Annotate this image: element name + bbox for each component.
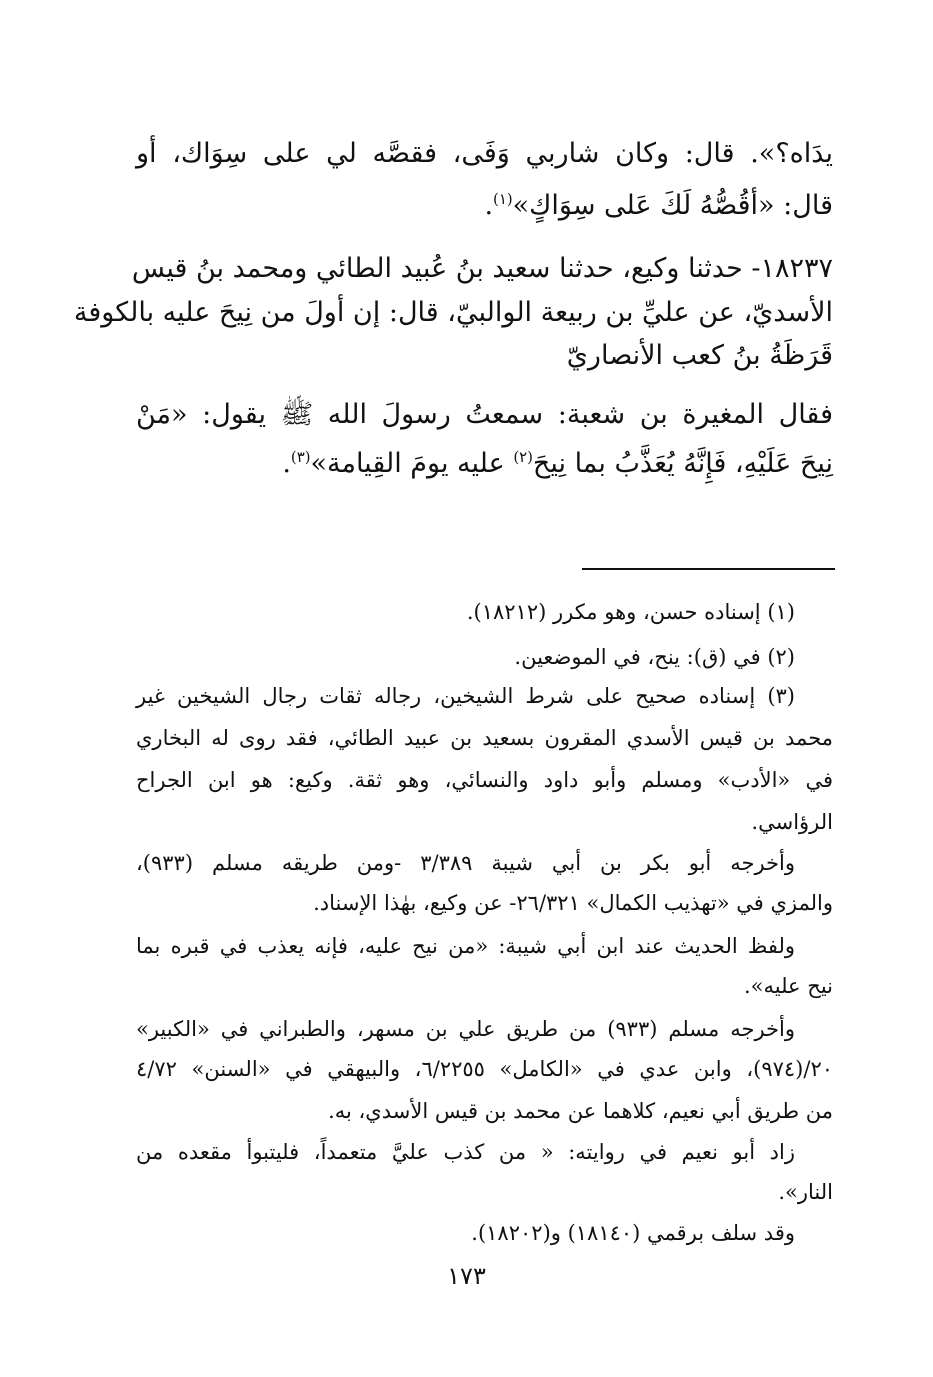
main-line: يدَاه؟». قال: وكان شاربي وَفَى، فقصَّه لي على سِوَاك، أو [136,138,833,169]
footnote-line: (٢) في (ق): ينح، في الموضعين. [514,645,795,669]
main-line: فقال المغيرة بن شعبة: سمعتُ رسولَ الله ﷺ يقول: «مَنْ [136,399,833,430]
footnote-line: محمد بن قيس الأسدي المقرون بسعيد بن عبيد الطائي، فقد روى له البخاري [136,726,833,750]
footnote-line: وأخرجه أبو بكر بن أبي شيبة ٣/٣٨٩ -ومن طريقه مسلم (٩٣٣)، [136,851,796,875]
footnote-line: الرؤاسي. [751,810,833,834]
footnote-line: (١) إسناده حسن، وهو مكرر (١٨٢١٢). [466,600,795,624]
footnote-line: في «الأدب» ومسلم وأبو داود والنسائي، وهو ثقة. وكيع: هو ابن الجراح [136,768,833,792]
main-line-text: عليه يومَ القِيامة» [310,448,505,479]
footnote-line: ولفظ الحديث عند ابن أبي شيبة: «من نيح عليه، فإنه يعذب في قبره بما [136,934,795,958]
footnote-line: زاد أبو نعيم في روايته: « من كذب عليَّ متعمداً، فليتبوأ مقعده من [136,1140,795,1164]
main-line: قَرَظَةُ بنُ كعب الأنصاريّ [566,340,833,371]
main-line-text: نِيحَ عَلَيْهِ، فَإِنَّهُ يُعَذَّبُ بما نِيحَ [532,448,833,479]
main-line-text: . [484,190,494,221]
footnote-separator [582,568,835,570]
main-line: ١٨٢٣٧- حدثنا وكيع، حدثنا سعيد بنُ عُبيد الطائي ومحمد بنُ قيس [131,253,833,284]
main-line-text: قال: «أقُصُّهُ لَكَ عَلى سِوَاكٍ» [512,190,833,221]
main-line: الأسديّ، عن عليِّ بن ربيعة الوالبيّ، قال: إن أولَ من نِيحَ عليه بالكوفة [73,297,833,328]
main-line [136,448,833,479]
footnote-line: وقد سلف برقمي (١٨١٤٠) و(١٨٢٠٢). [471,1221,795,1245]
main-line-text: . [282,448,291,479]
main-line [136,190,833,221]
page-number: ١٧٣ [447,1262,486,1290]
footnote-line: ٢٠/(٩٧٤)، وابن عدي في «الكامل» ٦/٢٢٥٥، والبيهقي في «السنن» ٤/٧٢ [136,1057,833,1081]
footnote-line: نيح عليه». [743,974,833,998]
footnote-line: من طريق أبي نعيم، كلاهما عن محمد بن قيس الأسدي، به. [328,1099,833,1123]
footnote-line: وأخرجه مسلم (٩٣٣) من طريق علي بن مسهر، والطبراني في «الكبير» [136,1017,795,1041]
footnote-ref: (٣) [290,448,311,466]
footnote-line: (٣) إسناده صحيح على شرط الشيخين، رجاله ثقات رجال الشيخين غير [136,684,795,708]
footnote-ref: (١) [493,190,513,208]
footnote-line: النار». [778,1180,833,1204]
footnote-line: والمزي في «تهذيب الكمال» ٢٦/٣٢١- عن وكيع، بهٰذا الإسناد. [313,891,833,915]
footnote-ref: (٢) [513,448,533,466]
